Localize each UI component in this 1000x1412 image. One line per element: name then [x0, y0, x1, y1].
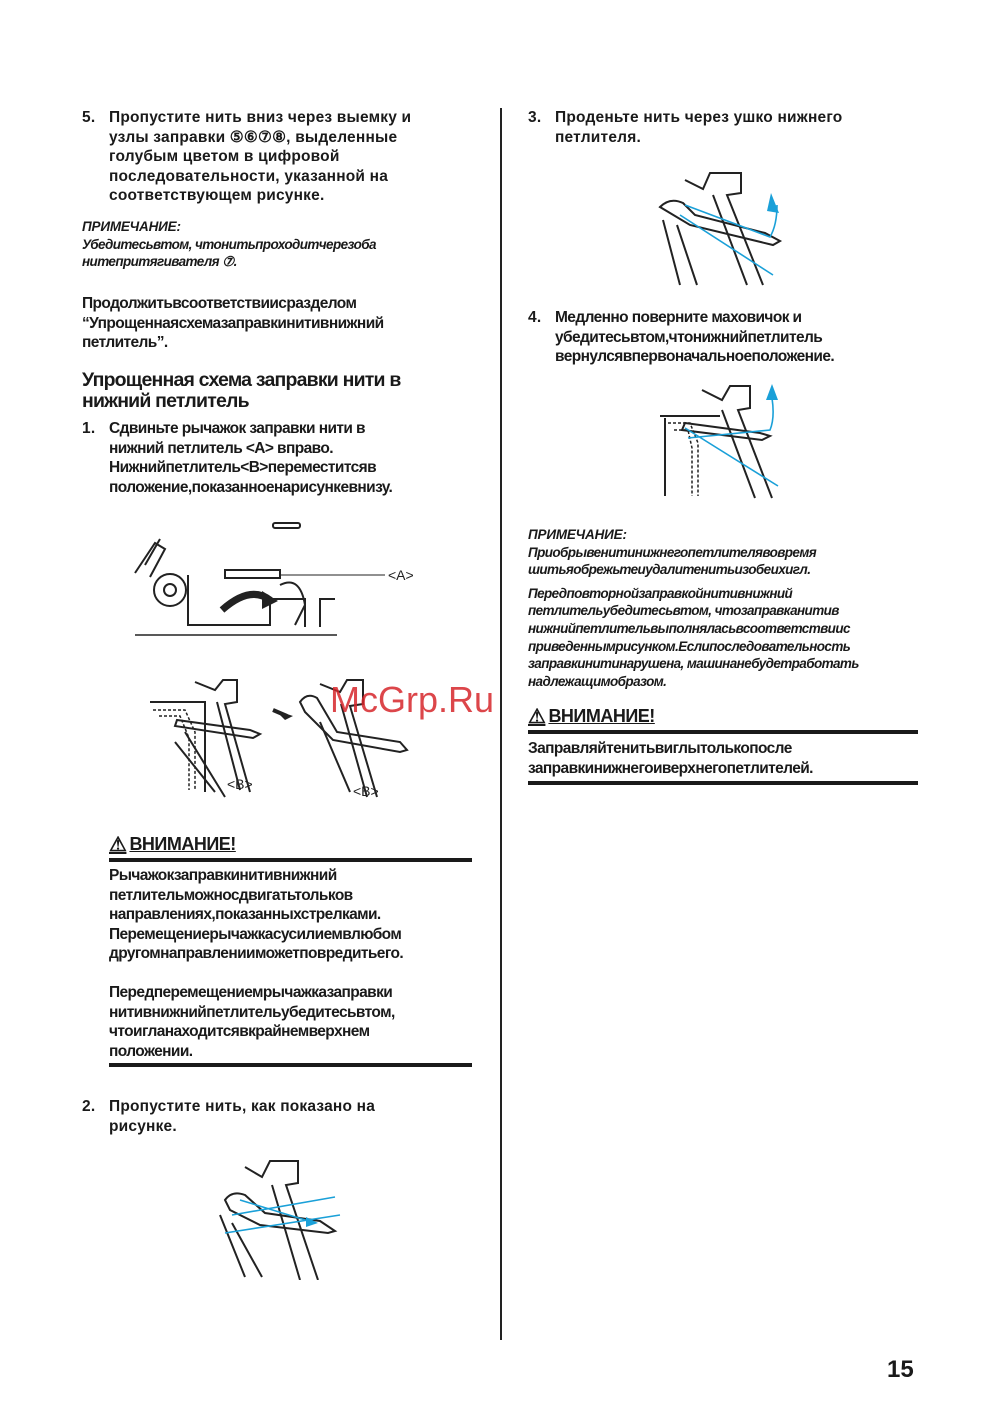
text-line: последовательности, указанной на [109, 167, 389, 185]
text-line: вернулсявпервоначальноеположение. [555, 348, 835, 366]
text-line: другомнаправленииможетповредитьего. [109, 945, 404, 963]
text-line: Упрощенная схема заправки нити в [82, 369, 401, 391]
text-line: нижнийпетлительвыполняласьвсоответствиис [528, 620, 850, 636]
text-line: Убедитесьвтом, чтонитьпроходитчерезоба [82, 236, 376, 252]
text-line: “Упрощеннаясхемазаправкинитивнижний [82, 314, 384, 332]
step-2 [82, 1097, 482, 1136]
warning-heading [109, 832, 236, 857]
text-line: Пропустите нить вниз через выемку и [109, 109, 412, 126]
text-line: Приобрывенитинижнегопетлителявовремя [528, 544, 817, 560]
text-line: петлительубедитесьвтом, чтозаправканитив [528, 603, 839, 619]
note-2 [528, 526, 859, 690]
text-line: нитепритягивателя ⑦. [82, 254, 237, 270]
watermark: McGrp.Ru [330, 679, 495, 720]
warning-triangle-icon: ⚠ [109, 834, 127, 856]
step-text [109, 108, 482, 206]
column-divider [500, 108, 502, 1340]
text-line: Передперемещениемрычажказаправки [109, 984, 393, 1001]
warning-text [109, 983, 395, 1061]
note-text [82, 236, 376, 271]
step-number: 5. [82, 109, 96, 126]
note-title: ПРИМЕЧАНИЕ: [528, 527, 627, 542]
note-text [528, 544, 859, 579]
text-line: заправкинитинарушена, машинанебудетработать [528, 656, 859, 672]
rule [528, 730, 918, 734]
label-b: <B> [353, 783, 379, 799]
text-line: Нижнийпетлитель<B>переместитсяв [109, 459, 377, 477]
step-5 [82, 108, 482, 206]
warning-title: ВНИМАНИЕ! [548, 706, 655, 726]
text-line: надлежащимобразом. [528, 673, 667, 689]
text-line: направлениях,показанныхстрелками. [109, 906, 381, 924]
thread-looper-illustration [210, 1155, 350, 1280]
looper-returned-illustration [660, 378, 790, 503]
text-line: Передповторнойзаправкойнитивнижний [528, 585, 793, 601]
continue-text [82, 294, 384, 353]
text-line: петлительможносдвигатьтольков [109, 886, 353, 904]
text-line: приведеннымрисунком.Еслипоследовательность [528, 638, 851, 654]
step-4 [528, 308, 928, 367]
text-line: голубым цветом в цифровой [109, 148, 340, 166]
label-a: <A> [388, 567, 414, 583]
warning-title: ВНИМАНИЕ! [129, 834, 236, 854]
text-line: узлы заправки ⑤⑥⑦⑧, выделенные [109, 128, 398, 146]
label-b: <B> [227, 776, 253, 792]
lever-illustration [130, 515, 430, 640]
text-line: рисунке. [109, 1117, 177, 1135]
text-line: Пропустите нить, как показано на [109, 1098, 376, 1115]
rule [109, 1063, 472, 1067]
warning-text [528, 739, 813, 778]
text-line: Рычажокзаправкинитивнижний [109, 867, 337, 884]
step-text [555, 308, 928, 367]
step-text [109, 1097, 482, 1136]
step-text [555, 108, 928, 147]
text-line: чтоигланаходитсявкрайнемверхнем [109, 1023, 370, 1041]
looper-eye-illustration [655, 165, 795, 290]
step-number: 4. [528, 309, 542, 326]
note-title: ПРИМЕЧАНИЕ: [82, 219, 181, 234]
text-line: нижний петлитель [82, 390, 249, 412]
text-line: положении. [109, 1042, 193, 1060]
text-line: нитивнижнийпетлительубедитесьвтом, [109, 1003, 395, 1021]
lever-indicator [273, 523, 300, 528]
step-number: 3. [528, 109, 542, 126]
text-line: соответствующем рисунке. [109, 187, 325, 205]
text-line: петлителя. [555, 128, 641, 146]
text-line: положение,показанноенарисункевнизу. [109, 478, 393, 496]
step-number: 1. [82, 420, 96, 437]
step-1 [82, 419, 482, 497]
warning-heading [528, 704, 655, 729]
text-line: нижний петлитель <A> вправо. [109, 439, 333, 457]
warning-triangle-icon: ⚠ [528, 706, 546, 728]
text-line: Продолжитьвсоответствиисразделом [82, 295, 357, 312]
step-text [109, 419, 482, 497]
step-3 [528, 108, 928, 147]
note-text [528, 585, 859, 691]
note-1 [82, 218, 376, 271]
warning-text [109, 866, 403, 964]
rule [109, 858, 472, 862]
step-number: 2. [82, 1098, 96, 1115]
text-line: Медленно поверните маховичок и [555, 309, 802, 326]
text-line: шитьяобрежьтеиудалитенитьизобеихигл. [528, 562, 811, 578]
section-title [82, 370, 401, 412]
rule [528, 781, 918, 785]
page-number: 15 [887, 1356, 914, 1383]
text-line: Заправляйтенитьвиглытолькопосле [528, 740, 792, 757]
text-line: убедитесьвтом,чтонижнийпетлитель [555, 328, 823, 346]
text-line: Сдвиньте рычажок заправки нити в [109, 420, 365, 437]
text-line: Проденьте нить через ушко нижнего [555, 109, 843, 126]
text-line: заправкинижнегоиверхнегопетлителей. [528, 759, 813, 777]
text-line: петлитель”. [82, 334, 168, 352]
text-line: Перемещениерычажкасусилиемвлюбом [109, 925, 402, 943]
